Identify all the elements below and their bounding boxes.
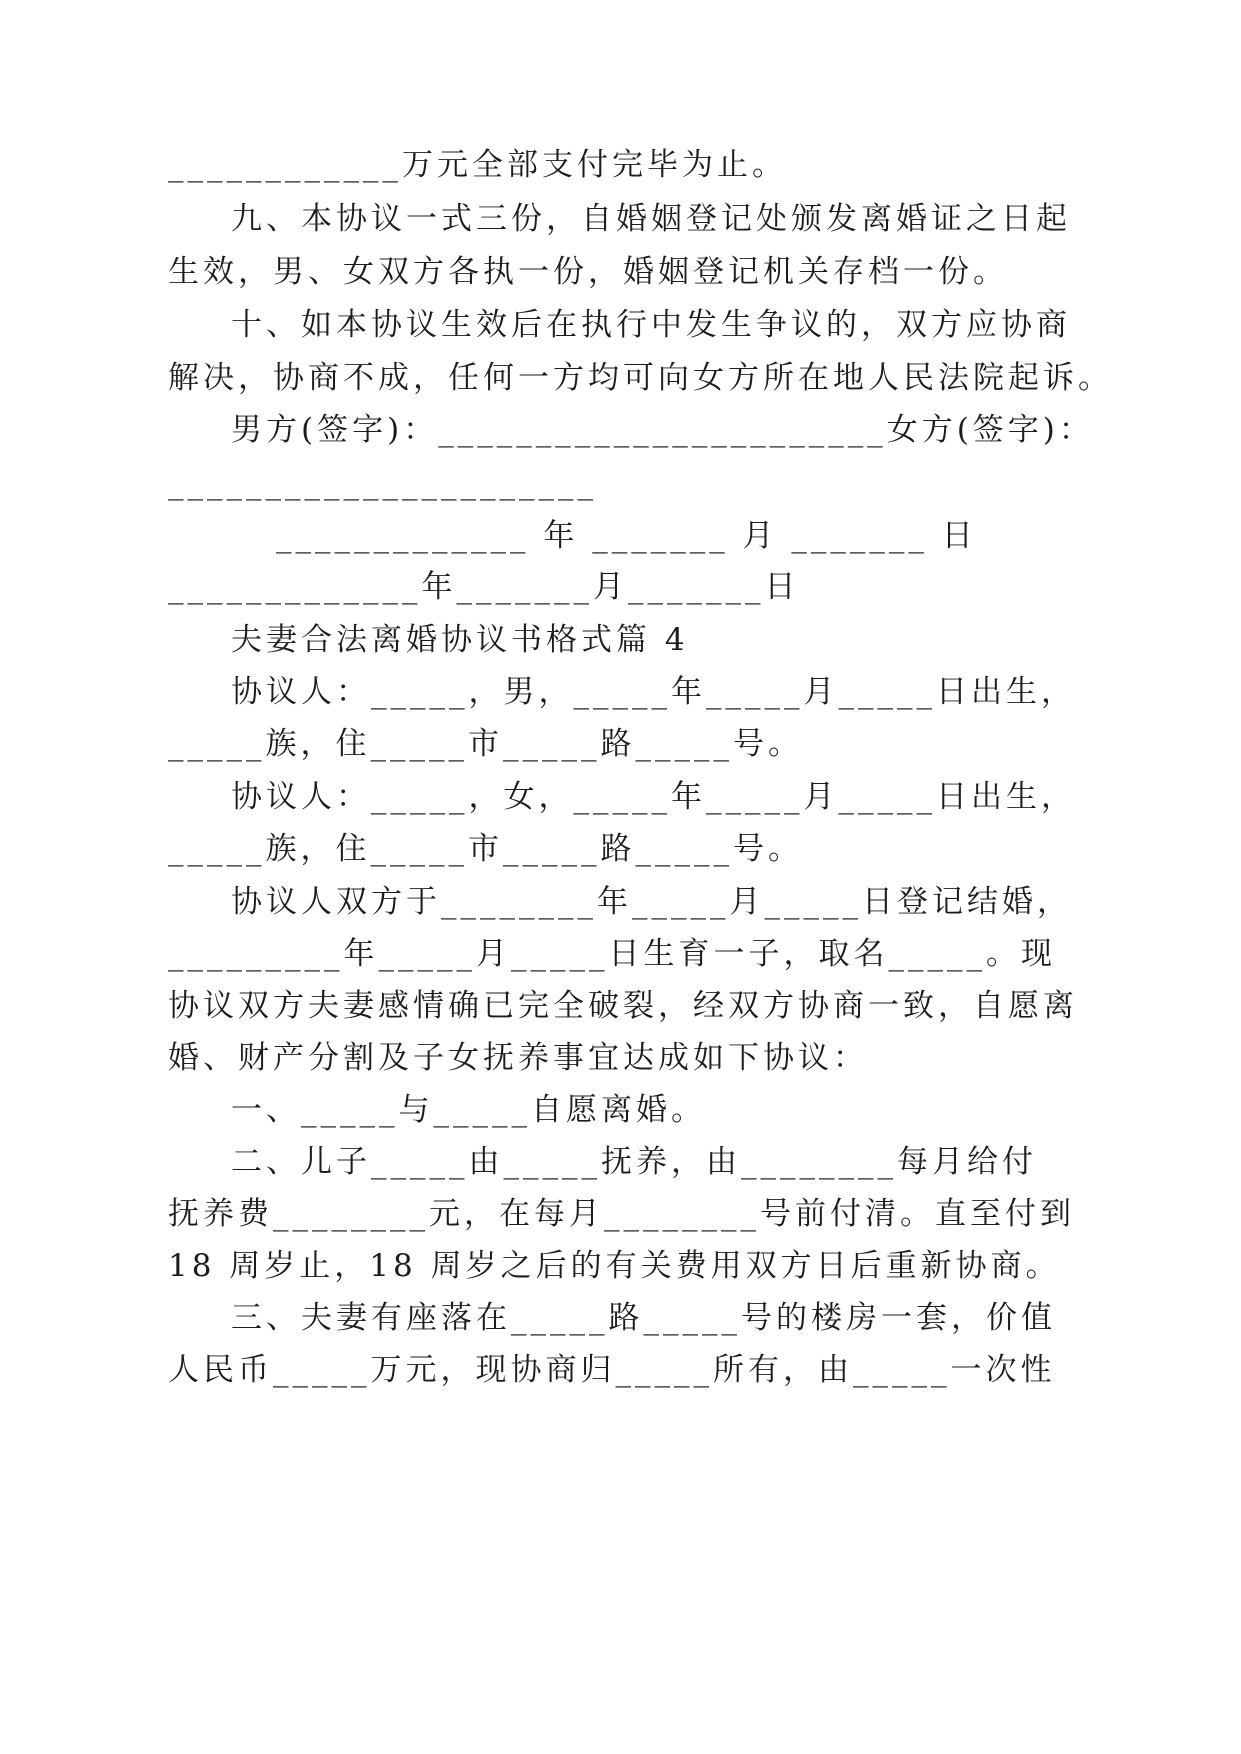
text-line: 协议双方夫妻感情确已完全破裂，经双方协商一致，自愿离 (168, 988, 1078, 1024)
text-line: 协议人双方于________年_____月_____日登记结婚， (231, 884, 1072, 920)
text-line: _____族，住_____市_____路_____号。 (168, 726, 803, 762)
text-line: 十、如本协议生效后在执行中发生争议的，双方应协商 (231, 307, 1071, 343)
text-line: 九、本协议一式三份，自婚姻登记处颁发离婚证之日起 (231, 201, 1071, 237)
text-line: 解决，协商不成，任何一方均可向女方所在地人民法院起诉。 (168, 360, 1113, 396)
text-line: 协议人：_____，男，_____年_____月_____日出生， (231, 674, 1076, 710)
text-line: 生效，男、女双方各执一份，婚姻登记机关存档一份。 (168, 254, 1008, 290)
text-line: _________年_____月_____日生育一子，取名_____。现 (168, 936, 1056, 972)
text-line: ____________万元全部支付完毕为止。 (168, 147, 787, 183)
text-line: 三、夫妻有座落在_____路_____号的楼房一套，价值 (231, 1300, 1056, 1336)
text-line: 一、_____与_____自愿离婚。 (231, 1092, 706, 1128)
text-line: ______________________ (168, 465, 597, 501)
section-heading: 夫妻合法离婚协议书格式篇 4 (231, 622, 689, 658)
text-line: 婚、财产分割及子女抚养事宜达成如下协议： (168, 1040, 868, 1076)
text-line: _____族，住_____市_____路_____号。 (168, 831, 803, 867)
text-line: 男方(签字)：_______________________女方(签字)： (231, 412, 1094, 448)
text-line: _____________ 年 _______ 月 _______ 日 (276, 518, 977, 554)
text-line: 人民币_____万元，现协商归_____所有，由_____一次性 (168, 1352, 1056, 1388)
text-line: 二、儿子_____由_____抚养，由________每月给付 (231, 1144, 1037, 1180)
text-line: 抚养费________元，在每月________号前付清。直至付到 (168, 1196, 1075, 1232)
text-line: 协议人：_____，女，_____年_____月_____日出生， (231, 779, 1076, 815)
text-line: _____________年_______月_______日 (168, 569, 800, 605)
text-line: 18 周岁止，18 周岁之后的有关费用双方日后重新协商。 (168, 1248, 1061, 1284)
